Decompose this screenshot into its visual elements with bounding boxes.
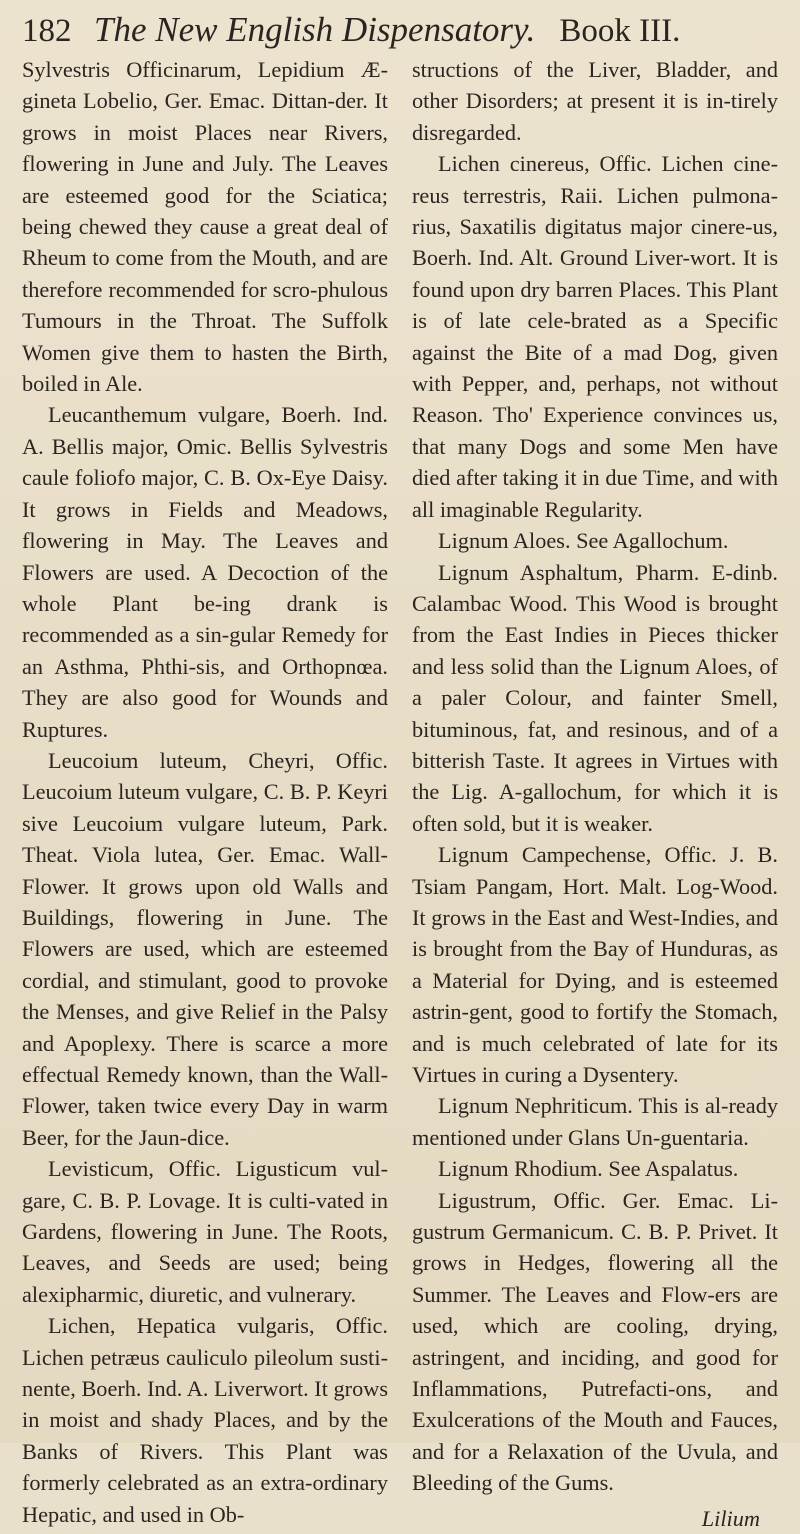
running-head [22, 8, 778, 52]
paragraph: Lichen cinereus, Offic. Lichen cine-reus terrestris, Raii. Lichen pulmona-rius, Saxatilis digitatus major cinere-us, Boerh. Ind. Alt. Ground Liver-wort. It is found upon dry barren Places. This Plant is of late cele-brated as a Specific against the Bite of a mad Dog, given with Pepper, and, perhaps, not without Reason. Tho' Experience convinces us, that many Dogs and some Men have died after taking it in due Time, and with all imaginable Regularity. [412, 151, 778, 522]
left-column [22, 54, 388, 1534]
paragraph: Ligustrum, Offic. Ger. Emac. Li-gustrum Germanicum. C. B. P. Privet. It grows in Hedges, flowering all the Summer. The Leaves and Flow-ers are used, which are cooling, drying, astringent, and inciding, and good for Inflammations, Putrefacti-ons, and Exulcerations of the Mouth and Fauces, and for a Relaxation of the Uvula, and Bleeding of the Gums. [412, 1187, 778, 1496]
running-title: The New English Dispensatory. [94, 10, 536, 49]
catchword: Lilium [701, 1505, 760, 1531]
paragraph: Leucoium luteum, Cheyri, Offic. Leucoium luteum vulgare, C. B. P. Keyri sive Leucoium vulgare luteum, Park. Theat. Viola lutea, Ger. Emac. Wall-Flower. It grows upon old Walls and Buildings, flowering in June. The Flowers are used, which are esteemed cordial, and stimulant, good to provoke the Menses, and give Relief in the Palsy and Apoplexy. There is scarce a more effectual Remedy known, than the Wall-Flower, taken twice every Day in warm Beer, for the Jaun-dice. [22, 747, 388, 1150]
right-column [412, 54, 778, 1534]
paragraph: Sylvestris Officinarum, Lepidium Æ-gineta Lobelio, Ger. Emac. Dittan-der. It grows in moist Places near Rivers, flowering in June and July. The Leaves are esteemed good for the Sciatica; being chewed they cause a great deal of Rheum to come from the Mouth, and are therefore recommended for scro-phulous Tumours in the Throat. The Suffolk Women give them to hasten the Birth, boiled in Ale. [22, 57, 388, 397]
paragraph: Leucanthemum vulgare, Boerh. Ind. A. Bellis major, Omic. Bellis Sylvestris caule foliofo major, C. B. Ox-Eye Daisy. It grows in Fields and Meadows, flowering in May. The Leaves and Flowers are used. A Decoction of the whole Plant be-ing drank is recommended as a sin-gular Remedy for an Asthma, Phthi-sis, and Orthopnœa. They are also good for Wounds and Ruptures. [22, 402, 388, 742]
paragraph: Lignum Rhodium. See Aspalatus. [438, 1156, 739, 1182]
paragraph: Lignum Campechense, Offic. J. B. Tsiam Pangam, Hort. Malt. Log-Wood. It grows in the East and West-Indies, and is brought from the Bay of Hunduras, as a Material for Dying, and is esteemed astrin-gent, good to fortify the Stomach, and is much celebrated of late for its Virtues in curing a Dysentery. [412, 842, 778, 1087]
book-label: Book III. [559, 13, 681, 49]
paragraph: Lignum Aloes. See Agallochum. [438, 528, 729, 554]
page-number: 182 [22, 13, 72, 49]
paragraph: Lignum Nephriticum. This is al-ready mentioned under Glans Un-guentaria. [412, 1093, 778, 1150]
paragraph: Levisticum, Offic. Ligusticum vul-gare, C. B. P. Lovage. It is culti-vated in Gardens, flowering in June. The Roots, Leaves, and Seeds are used; being alexipharmic, diuretic, and vulnerary. [22, 1156, 388, 1307]
text-columns [22, 54, 778, 1534]
paragraph: Lignum Asphaltum, Pharm. E-dinb. Calambac Wood. This Wood is brought from the East Indies in Pieces thicker and less solid than the Lignum Aloes, of a paler Colour, and fainter Smell, bituminous, fat, and resinous, and of a bitterish Taste. It agrees in Virtues with the Lig. A-gallochum, for which it is often sold, but it is weaker. [412, 559, 778, 836]
paragraph: structions of the Liver, Bladder, and other Disorders; at present it is in-tirely disregarded. [412, 57, 778, 145]
paragraph: Lichen, Hepatica vulgaris, Offic. Lichen petræus cauliculo pileolum susti-nente, Boerh. Ind. A. Liverwort. It grows in moist and shady Places, and by the Banks of Rivers. This Plant was formerly celebrated as an extra-ordinary Hepatic, and used in Ob- [22, 1313, 388, 1527]
